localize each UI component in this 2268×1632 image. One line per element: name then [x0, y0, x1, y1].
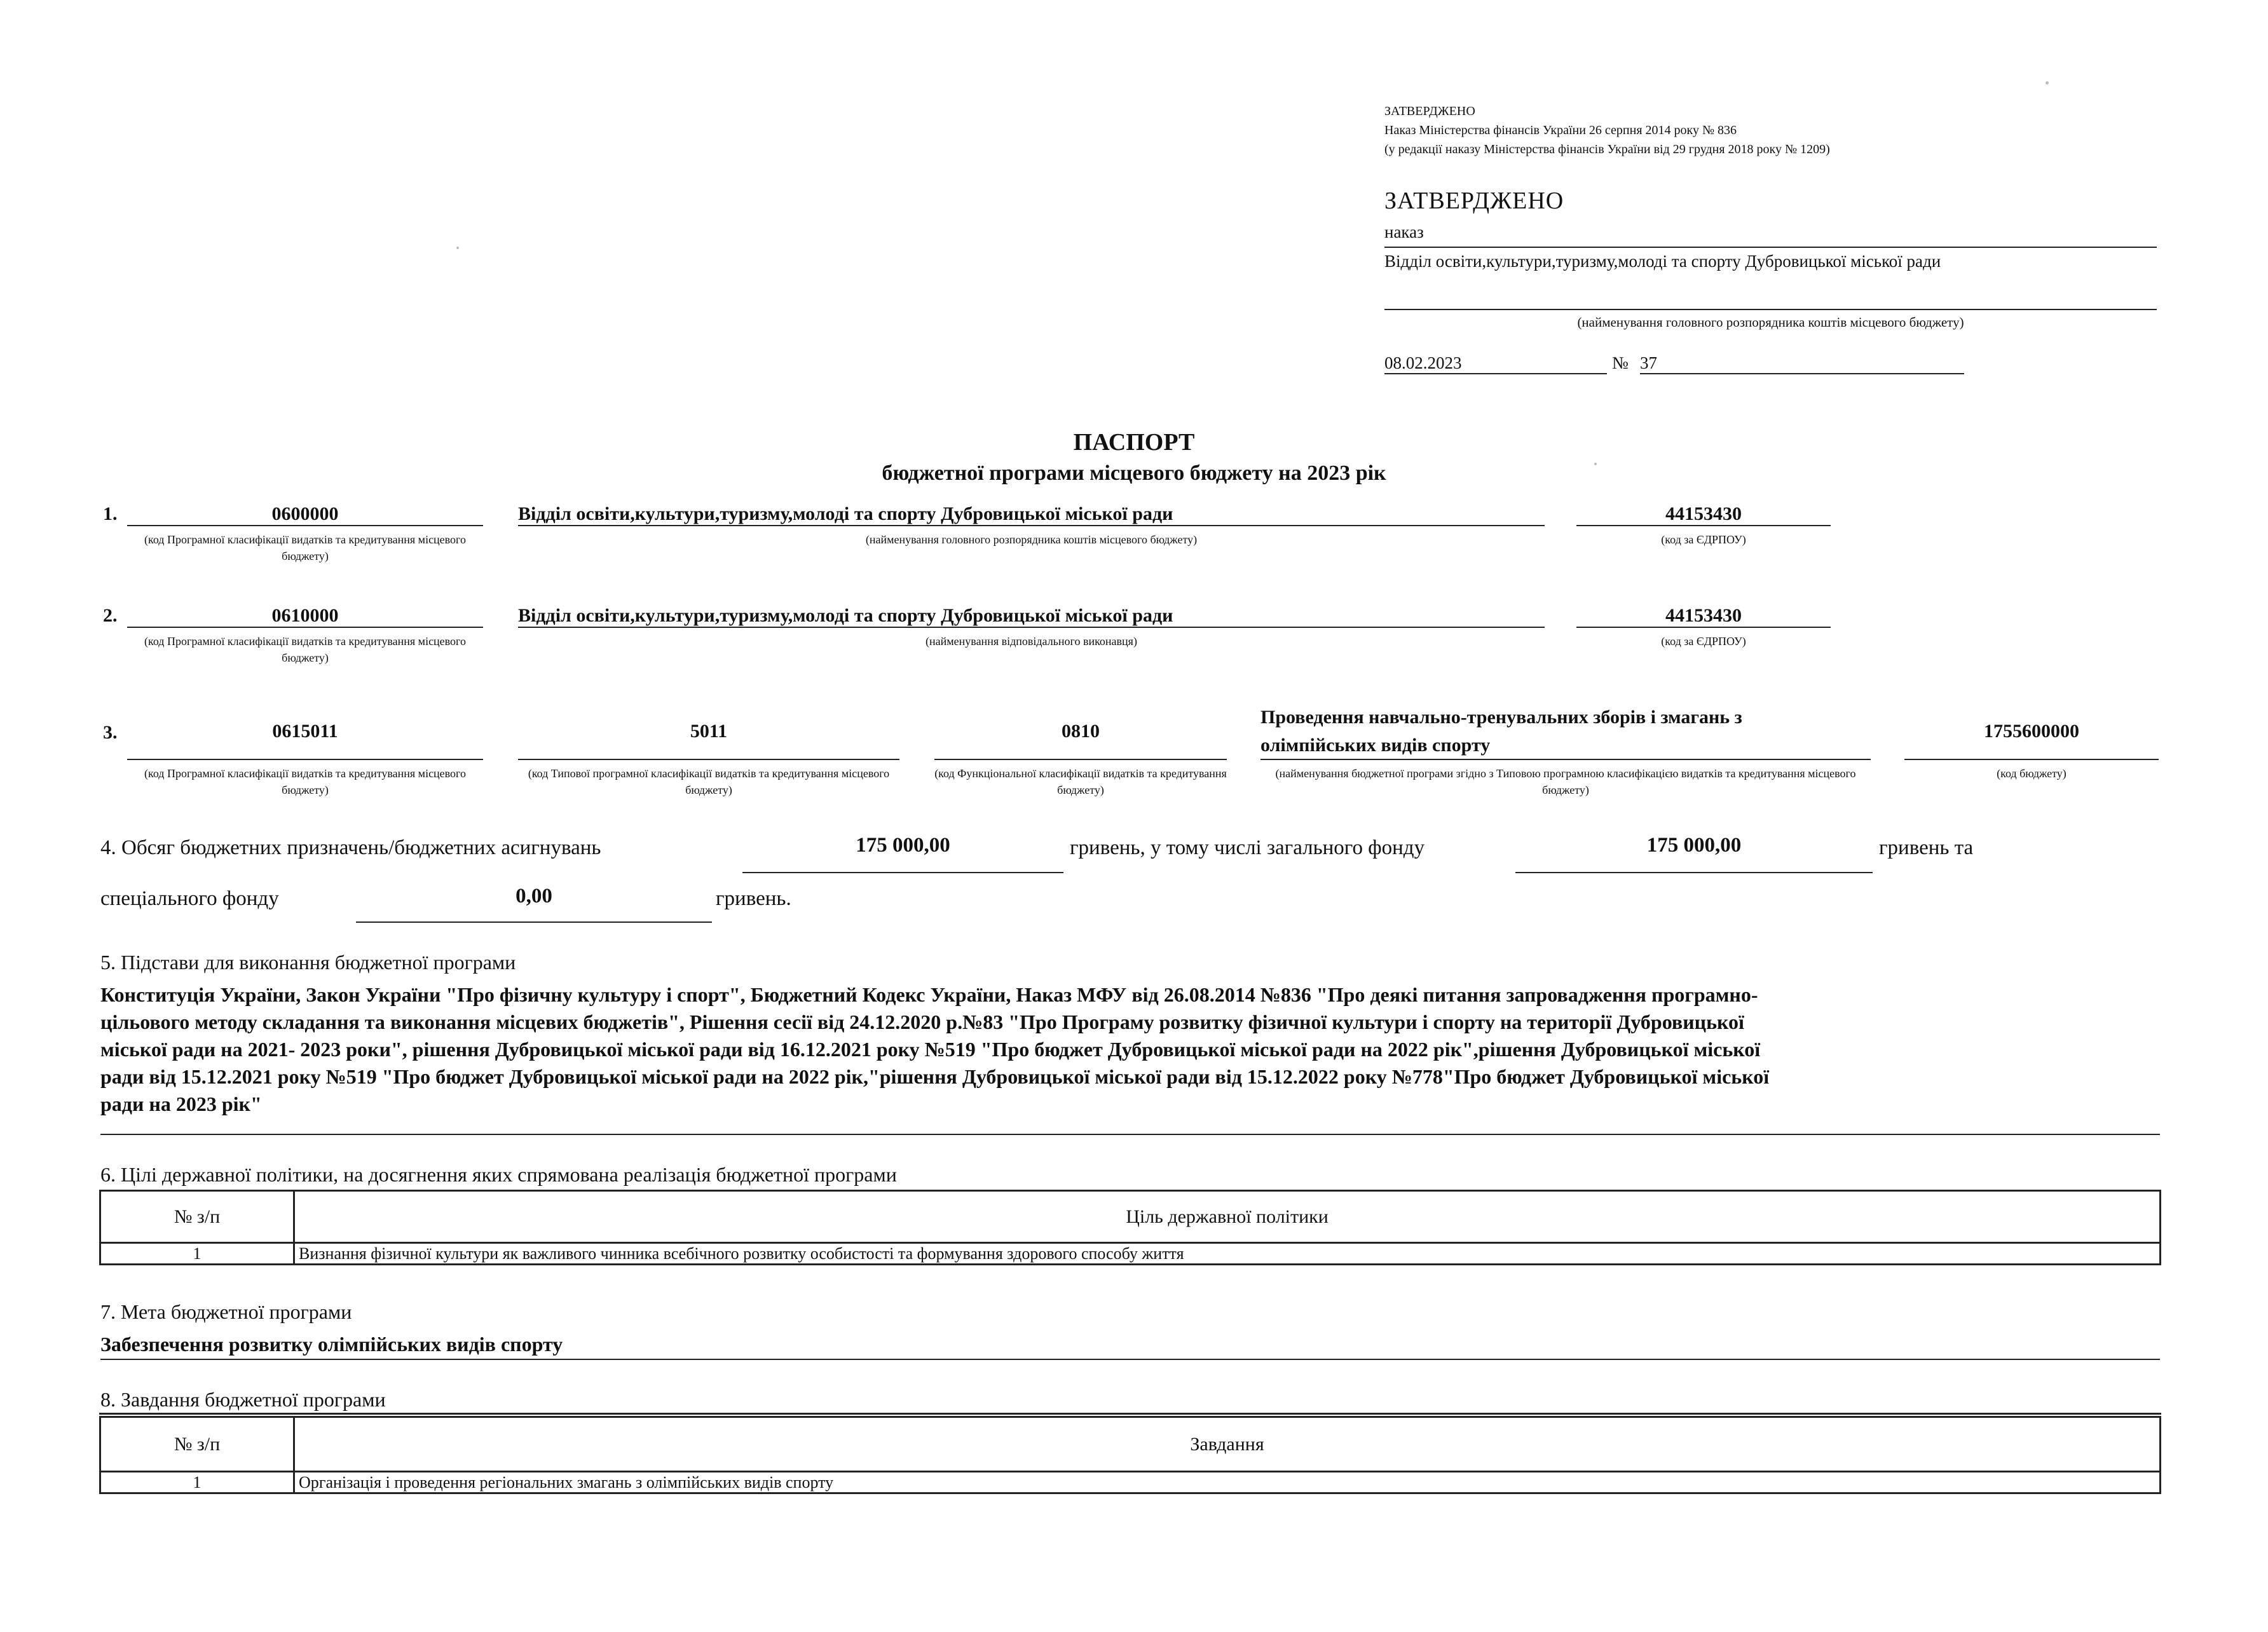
row3-program-name-line1: Проведення навчально-тренувальних зборів і змагань з	[1260, 707, 1742, 728]
goals-row-text: Визнання фізичної культури як важливого чинника всебічного розвитку особистості та формування здорового способу життя	[294, 1243, 2161, 1265]
row3-budget-code: 1755600000	[1984, 721, 2079, 742]
page-subtitle: бюджетної програми місцевого бюджету на 2023 рік	[882, 461, 1386, 485]
section5-basis-line4: ради від 15.12.2021 року №519 "Про бюджет Дубровицької міської ради на 2022 рік,"рішення Дубровицької міської ради від 15.12.2022 року №778"Про бюджет Дубровицької міської	[100, 1065, 1770, 1088]
row3-typical-rule	[518, 759, 899, 760]
approval-edition-line: (у редакції наказу Міністерства фінансів України від 29 грудня 2018 року № 1209)	[1384, 142, 1830, 156]
approval-date: 08.02.2023	[1384, 353, 1607, 374]
row3-code-caption: (код Програмної класифікації видатків та кредитування місцевого бюджету)	[144, 767, 466, 796]
section7-rule	[100, 1359, 2160, 1360]
goals-col-number: № з/п	[100, 1191, 294, 1243]
row3-program-name-line2: олімпійських видів спорту	[1260, 735, 1491, 756]
approval-number-sign: №	[1612, 353, 1629, 372]
row3-typical-code: 5011	[690, 721, 728, 742]
goals-col-goal: Ціль державної політики	[294, 1191, 2161, 1243]
approval-number: 37	[1640, 353, 1964, 374]
row2-name-caption: (найменування відповідального виконавця)	[926, 635, 1137, 648]
section4-special-label: спеціального фонду	[100, 887, 279, 910]
section6-heading: 6. Цілі державної політики, на досягнення яких спрямована реалізація бюджетної програми	[100, 1163, 897, 1186]
row1-code-caption: (код Програмної класифікації видатків та кредитування місцевого бюджету)	[144, 533, 466, 562]
tasks-row-text: Організація і проведення регіональних змагань з олімпійських видів спорту	[294, 1472, 2161, 1493]
approval-org-caption: (найменування головного розпорядника коштів місцевого бюджету)	[1577, 315, 1964, 330]
tasks-col-number: № з/п	[100, 1417, 294, 1472]
section4-general-fund: 175 000,00	[1515, 834, 1873, 873]
row3-program-caption: (найменування бюджетної програми згідно з Типовою програмною класифікацією видатків та кредитування місцевого бюджету)	[1275, 767, 1856, 796]
row3-program-rule	[1260, 759, 1871, 760]
scan-speck	[456, 247, 459, 249]
section5-basis-line1: Конституція України, Закон України "Про фізичну культуру і спорт", Бюджетний Кодекс України, Наказ МФУ від 26.08.2014 №836 "Про деякі питання запровадження програмно-	[100, 983, 1758, 1006]
section4-total: 175 000,00	[742, 834, 1063, 873]
tasks-table-top-rule	[99, 1413, 2161, 1415]
row2-code-caption: (код Програмної класифікації видатків та кредитування місцевого бюджету)	[144, 635, 466, 664]
approval-org-rule	[1384, 309, 2157, 310]
tasks-table-header	[100, 1417, 2161, 1472]
row2-edrpou: 44153430	[1576, 605, 1831, 628]
row2-edrpou-caption: (код за ЄДРПОУ)	[1661, 635, 1746, 648]
row3-typical-caption: (код Типової програмної класифікації видатків та кредитування місцевого бюджету)	[528, 767, 890, 796]
approval-order-line: Наказ Міністерства фінансів України 26 серпня 2014 року № 836	[1384, 123, 1737, 137]
row1-number: 1.	[103, 503, 118, 524]
section8-heading: 8. Завдання бюджетної програми	[100, 1388, 386, 1411]
row2-organization: Відділ освіти,культури,туризму,молоді та спорту Дубровицької міської ради	[518, 605, 1545, 628]
row1-organization: Відділ освіти,культури,туризму,молоді та спорту Дубровицької міської ради	[518, 503, 1545, 526]
scan-speck	[1594, 463, 1597, 465]
row3-program-code: 0615011	[272, 721, 338, 742]
row3-budget-caption: (код бюджету)	[1997, 767, 2066, 780]
section4-special-fund: 0,00	[356, 885, 712, 923]
tasks-table	[99, 1416, 2161, 1494]
section5-heading: 5. Підстави для виконання бюджетної програми	[100, 951, 516, 974]
row1-edrpou-caption: (код за ЄДРПОУ)	[1661, 533, 1746, 546]
page-title: ПАСПОРТ	[1073, 429, 1195, 456]
section4-label: 4. Обсяг бюджетних призначень/бюджетних асигнувань	[100, 836, 601, 859]
section7-heading: 7. Мета бюджетної програми	[100, 1300, 352, 1323]
approval-order-word: наказ	[1384, 222, 1424, 241]
row3-number: 3.	[103, 722, 118, 743]
section5-rule	[100, 1134, 2160, 1135]
approval-organization: Відділ освіти,культури,туризму,молоді та спорту Дубровицької міської ради	[1384, 252, 1941, 271]
row1-program-code: 0600000	[127, 503, 483, 526]
table-row	[100, 1472, 2161, 1493]
section7-goal: Забезпечення розвитку олімпійських видів спорту	[100, 1333, 563, 1356]
row3-func-rule	[934, 759, 1227, 760]
goals-table-header	[100, 1191, 2161, 1243]
row1-edrpou: 44153430	[1576, 503, 1831, 526]
approval-stamp-top: ЗАТВЕРДЖЕНО	[1384, 104, 1475, 118]
row2-program-code: 0610000	[127, 605, 483, 628]
approved-heading: ЗАТВЕРДЖЕНО	[1384, 187, 1564, 214]
row2-number: 2.	[103, 605, 118, 626]
tasks-row-number: 1	[100, 1472, 294, 1493]
goals-table	[99, 1190, 2161, 1265]
row3-budget-rule	[1904, 759, 2159, 760]
goals-row-number: 1	[100, 1243, 294, 1265]
table-row	[100, 1243, 2161, 1265]
section4-end-text: гривень та	[1879, 836, 1974, 859]
section5-basis-line3: міської ради на 2021- 2023 роки", рішення Дубровицької міської ради від 16.12.2021 року №519 "Про бюджет Дубровицької міської ради на 2022 рік",рішення Дубровицької міської	[100, 1038, 1761, 1061]
section4-mid-text: гривень, у тому числі загального фонду	[1070, 836, 1425, 859]
section5-basis-line2: цільового методу складання та виконання місцевих бюджетів", Рішення сесії від 24.12.2020 р.№83 "Про Програму розвитку фізичної культури і спорту на території Дубровицької	[100, 1010, 1744, 1033]
section5-basis-line5: ради на 2023 рік"	[100, 1092, 262, 1115]
approval-order-line-rule	[1384, 247, 2157, 248]
row3-func-caption: (код Функціональної класифікації видатків та кредитування бюджету)	[934, 767, 1227, 796]
scan-speck	[2046, 81, 2049, 85]
row3-code-rule	[127, 759, 483, 760]
row1-name-caption: (найменування головного розпорядника коштів місцевого бюджету)	[865, 533, 1198, 546]
tasks-col-task: Завдання	[294, 1417, 2161, 1472]
row3-func-code: 0810	[1062, 721, 1100, 742]
section4-special-end: гривень.	[716, 887, 791, 910]
